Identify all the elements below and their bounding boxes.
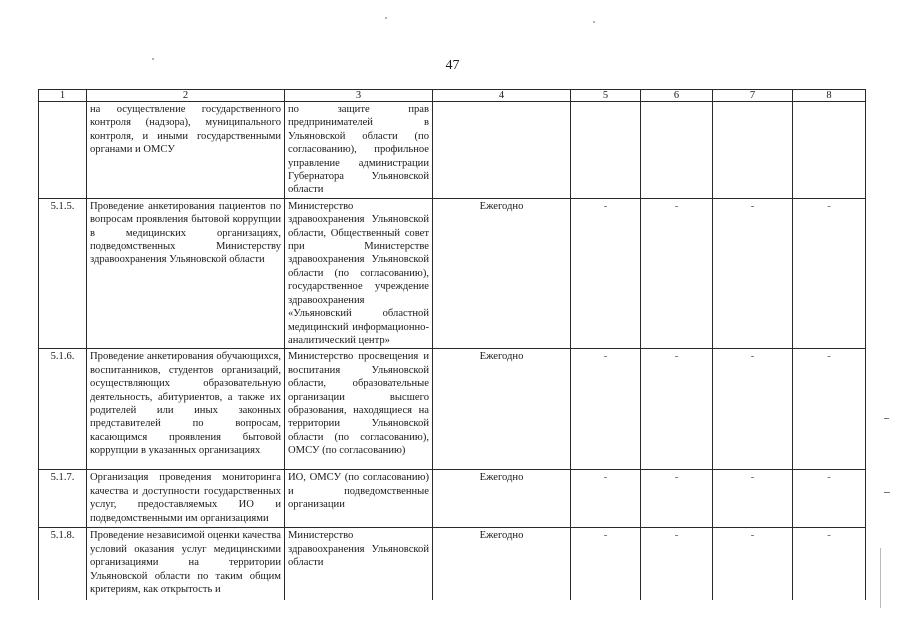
scan-edge-mark (884, 418, 889, 419)
table-row (39, 102, 866, 199)
executors-text: Министерство просвещения и воспитания Ульяновской области, образовательные организации высшего образования, находящиеся на территории Ульяновской области (по согласованию), ОМСУ (по согласованию) (285, 349, 433, 470)
row-number: 5.1.5. (39, 198, 87, 348)
col8-value: - (793, 470, 866, 528)
header-col-5: 5 (571, 90, 641, 102)
measures-table (38, 89, 866, 600)
scan-speck (593, 21, 595, 23)
col7-value (713, 102, 793, 199)
table-row (39, 198, 866, 348)
measure-text: Проведение анкетирования обучающихся, воспитанников, студентов организаций, осуществляющих образовательную деятельность, абитуриентов, а также их родителей или иных законных представителей по вопросам, касающимся проявления бытовой коррупции в указанных организациях (87, 349, 285, 470)
col8-value: - (793, 198, 866, 348)
col8-value: - (793, 528, 866, 601)
col6-value: - (641, 470, 713, 528)
measure-text: Проведение анкетирования пациентов по вопросам проявления бытовой коррупции в медицинских организациях, подведомственных Министерству здравоохранения Ульяновской области (87, 198, 285, 348)
period-text: Ежегодно (433, 528, 571, 601)
header-col-1: 1 (39, 90, 87, 102)
table-row (39, 349, 866, 470)
header-col-8: 8 (793, 90, 866, 102)
measure-text: на осуществление государственного контроля (надзора), муниципального контроля, и иными государственными органами и ОМСУ (87, 102, 285, 199)
header-col-2: 2 (87, 90, 285, 102)
col5-value (571, 102, 641, 199)
executors-text: Министерство здравоохранения Ульяновской области, Общественный совет при Министерстве здравоохранения Ульяновской области (по согласованию), государственное учреждение здравоохранения «Ульяновский областной медицинский информационно-аналитический центр» (285, 198, 433, 348)
page-number: 47 (445, 58, 460, 73)
col7-value: - (713, 470, 793, 528)
col7-value: - (713, 198, 793, 348)
col5-value: - (571, 198, 641, 348)
header-col-4: 4 (433, 90, 571, 102)
scan-edge-mark (884, 492, 890, 493)
col6-value: - (641, 528, 713, 601)
col7-value: - (713, 528, 793, 601)
executors-text: Министерство здравоохранения Ульяновской области (285, 528, 433, 601)
col8-value: - (793, 349, 866, 470)
col6-value: - (641, 349, 713, 470)
col6-value: - (641, 198, 713, 348)
period-text: Ежегодно (433, 349, 571, 470)
scan-speck (385, 17, 387, 19)
header-col-3: 3 (285, 90, 433, 102)
measure-text: Организация проведения мониторинга качества и доступности государственных услуг, предоставляемых ИО и подведомственными им организациями (87, 470, 285, 528)
col5-value: - (571, 349, 641, 470)
table-row (39, 528, 866, 601)
header-row (39, 90, 866, 102)
row-number: 5.1.7. (39, 470, 87, 528)
row-number (39, 102, 87, 199)
table-row (39, 470, 866, 528)
executors-text: ИО, ОМСУ (по согласованию) и подведомственные организации (285, 470, 433, 528)
scan-edge-mark (880, 548, 881, 608)
period-text: Ежегодно (433, 470, 571, 528)
scan-speck (152, 58, 154, 60)
col5-value: - (571, 470, 641, 528)
executors-text: по защите прав предпринимателей в Ульяновской области (по согласованию), профильное управление администрации Губернатора Ульяновской области (285, 102, 433, 199)
row-number: 5.1.6. (39, 349, 87, 470)
header-col-6: 6 (641, 90, 713, 102)
row-number: 5.1.8. (39, 528, 87, 601)
measure-text: Проведение независимой оценки качества условий оказания услуг медицинскими организациями на территории Ульяновской области по таким общим критериям, как открытость и (87, 528, 285, 601)
col6-value (641, 102, 713, 199)
col5-value: - (571, 528, 641, 601)
col7-value: - (713, 349, 793, 470)
col8-value (793, 102, 866, 199)
header-col-7: 7 (713, 90, 793, 102)
period-text (433, 102, 571, 199)
period-text: Ежегодно (433, 198, 571, 348)
